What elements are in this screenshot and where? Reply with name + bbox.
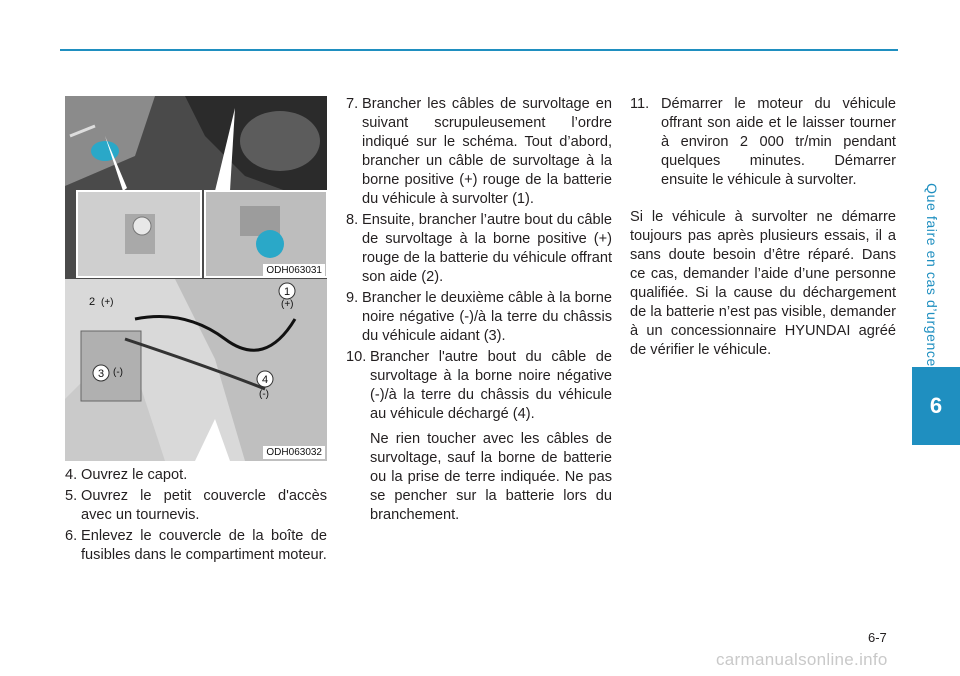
- section-title: [921, 180, 943, 370]
- fuse-box-cover-highlight: [91, 141, 119, 161]
- list-item: 10. Brancher l'autre bout du câble de survoltage à la borne noire négative (-)/à la terre du châssis du véhicule au véhicule déchargé (4).: [346, 349, 612, 422]
- column-3: [630, 95, 896, 360]
- list-item: 6. Enlevez le couvercle de la boîte de fusibles dans le compartiment moteur.: [65, 528, 327, 563]
- figure-engine-bay: [65, 96, 327, 279]
- list-item: 8. Ensuite, brancher l’autre bout du câble de survoltage à la borne positive (+) rouge de la batterie du véhicule offrant son aide (2).: [346, 212, 612, 285]
- marker-2-plus: (+): [101, 297, 114, 308]
- column-1: [65, 466, 327, 567]
- chapter-tab: 6: [912, 367, 960, 445]
- figure-code: ODH063031: [263, 264, 325, 277]
- section-title-text: Que faire en cas d’urgence: [924, 183, 940, 367]
- steps-list-3: [630, 95, 896, 190]
- figure-code: ODH063032: [263, 446, 325, 459]
- safety-note: Ne rien toucher avec les câbles de survoltage, sauf la borne de batterie ou la prise de terre indiquée. Ne pas se pencher sur la batterie lors du branchement.: [370, 431, 612, 523]
- marker-4-label: 4: [261, 374, 269, 386]
- list-item: 5. Ouvrez le petit couvercle d'accès avec un tournevis.: [65, 488, 327, 523]
- column-2: [346, 95, 612, 525]
- marker-2-label: 2: [89, 296, 96, 308]
- figure-jump-start: [65, 279, 327, 461]
- jump-start-illustration: [65, 279, 327, 461]
- steps-list-2: [346, 95, 612, 424]
- marker-3-label: 3: [97, 368, 105, 380]
- watermark: carmanualsonline.info: [716, 650, 888, 669]
- header-rule: [60, 49, 898, 51]
- marker-4-minus: (-): [259, 389, 269, 400]
- list-item: 7. Brancher les câbles de survoltage en suivant scrupuleusement l’ordre indiqué sur le schéma. Tout d’abord, brancher un câble de survoltage à la borne positive (+) rouge de la batterie du véhicule à survolter (1).: [346, 96, 612, 207]
- marker-1-label: 1: [283, 286, 291, 298]
- list-item: 11. Démarrer le moteur du véhicule offrant son aide et le laisser tourner à environ 2 000 tr/min pendant quelques minutes. Démarrer ensuite le véhicule à survolter.: [630, 96, 896, 188]
- list-item: 9. Brancher le deuxième câble à la borne noire négative (-)/à la terre du châssis du véhicule aidant (3).: [346, 290, 612, 344]
- info-paragraph: Si le véhicule à survolter ne démarre toujours pas après plusieurs essais, il a sans doute besoin d’être réparé. Dans ce cas, demander l’aide d’une personne qualifiée. Si la cause du déchargement de la batterie n’est pas visible, demander à un concessionnaire HYUNDAI agréé de vérifier le véhicule.: [630, 209, 896, 358]
- steps-list-1: [65, 466, 327, 565]
- marker-1-plus: (+): [281, 299, 294, 310]
- list-item: 4. Ouvrez le capot.: [65, 467, 188, 483]
- marker-3-minus: (-): [113, 367, 123, 378]
- page-number: 6-7: [868, 630, 887, 645]
- engine-bay-illustration: [65, 96, 327, 279]
